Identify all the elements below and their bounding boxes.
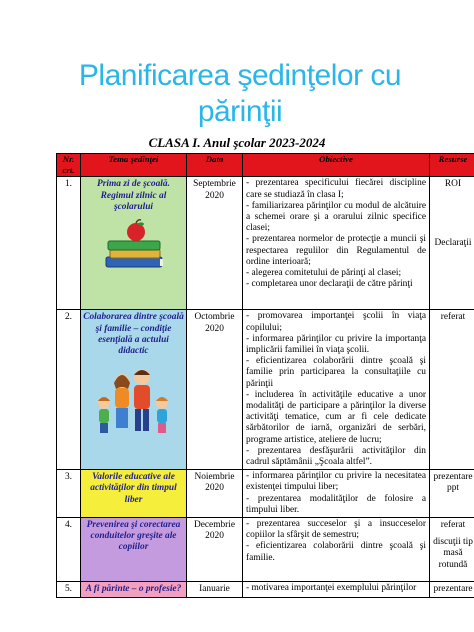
row-date: Decembrie 2020 <box>187 518 243 582</box>
table-row <box>57 518 474 582</box>
row-resources: prezentare <box>430 582 474 598</box>
objective-line: - informarea părinţilor cu privire la necesitatea existenţei timpului liber; <box>246 471 426 493</box>
objective-line: - prezentarea specificului fiecărei discipline care se studiază în clasa I; <box>246 178 426 200</box>
table-row <box>57 470 474 518</box>
objective-line: - eficientizarea colaborării dintre şcoală şi familie. <box>246 541 426 563</box>
row-number: 1. <box>57 177 81 310</box>
row-topic: Colaborarea dintre şcoală şi familie – condiţie esenţială a actului didactic <box>83 312 184 357</box>
header-data: Data <box>187 154 243 177</box>
row-objectives <box>243 310 430 470</box>
meetings-table <box>56 153 474 598</box>
header-resurse: Resurse <box>430 154 474 177</box>
table-row <box>57 582 474 598</box>
objective-line: - informarea părinţilor cu privire la importanţa implicării familiei în viaţa şcolii. <box>246 333 426 356</box>
objective-line: - motivarea importanţei exemplului părinţilor <box>246 583 417 594</box>
resource-bottom: discuţii tip masă rotundă <box>433 537 473 570</box>
page-title: Planificarea şedinţelor cu părinţii <box>78 59 402 128</box>
row-date: Noiembrie 2020 <box>187 470 243 518</box>
class-subtitle: CLASA I. Anul şcolar 2023-2024 <box>148 135 326 150</box>
row-resources <box>430 518 474 582</box>
objective-line: - completarea unor declaraţii de către părinţi <box>246 279 413 290</box>
objective-line: - prezentarea succeselor şi a insucceselor copiilor la sfârşit de semestru; <box>246 519 426 541</box>
header-obiective: Obiective <box>243 154 430 177</box>
header-nr: Nr. crt. <box>57 154 81 177</box>
row-topic: Prima zi de şcoală. Regimul zilnic al şcolarului <box>97 179 170 212</box>
row-objectives <box>243 177 430 310</box>
table-header-row <box>57 154 474 177</box>
row-resources <box>430 177 474 310</box>
row-number: 2. <box>57 310 81 470</box>
objective-line: - promovarea importanţei şcolii în viaţa copilului; <box>246 311 426 333</box>
family-illustration <box>92 363 176 439</box>
objective-line: - includerea în activităţile educative a unor modalităţi de participare a părinţilor la diverse activităţi tematice, cum ar fi cele dedicate sărbătorilor de iarnă, organizări de serbări, programe artistice, ateliere de lucru; <box>246 389 426 445</box>
objective-line: - familiarizarea părinţilor cu modul de alcătuire a schemei orare şi a orarului zilnic specifice clasei; <box>246 200 426 234</box>
row-number: 5. <box>57 582 81 598</box>
row-number: 4. <box>57 518 81 582</box>
row-objectives <box>243 470 430 518</box>
row-resources: prezentare ppt <box>430 470 474 518</box>
books-apple-illustration <box>102 219 166 271</box>
table-row <box>57 310 474 470</box>
table-row <box>57 177 474 310</box>
row-date: Ianuarie <box>187 582 243 598</box>
row-topic-cell <box>81 177 187 310</box>
row-topic: A fi părinte – o profesie? <box>81 582 187 598</box>
row-resources <box>430 310 474 470</box>
header-tema: Tema şedinţei <box>81 154 187 177</box>
resource-top: referat <box>440 520 466 531</box>
resource-bottom: Declaraţii <box>434 237 472 248</box>
objective-line: - prezentarea modalităţilor de folosire a timpului liber. <box>246 493 426 515</box>
resource-top: referat <box>440 312 466 323</box>
objective-line: - alegerea comitetului de părinţi al clasei; <box>246 268 402 279</box>
resource-top: ROI <box>444 179 462 190</box>
row-date: Septembrie 2020 <box>187 177 243 310</box>
objective-line: - prezentarea desfăşurării activităţilor din cadrul săptămânii „Şcoala altfel”. <box>246 445 426 468</box>
row-topic: Prevenirea şi corectarea conduitelor greşite ale copiilor <box>81 518 187 582</box>
objective-line: - prezentarea normelor de protecţie a muncii şi respectarea regulilor din Regulamentul de ordine interioară; <box>246 234 426 267</box>
row-objectives <box>243 582 430 598</box>
row-objectives <box>243 518 430 582</box>
row-date: Octombrie 2020 <box>187 310 243 470</box>
row-topic: Valorile educative ale activităţilor din timpul liber <box>81 470 187 518</box>
objective-line: - eficientizarea colaborării dintre şcoală şi familie prin participarea la consultaţiile cu părinţii <box>246 356 426 389</box>
row-topic-cell <box>81 310 187 470</box>
row-number: 3. <box>57 470 81 518</box>
